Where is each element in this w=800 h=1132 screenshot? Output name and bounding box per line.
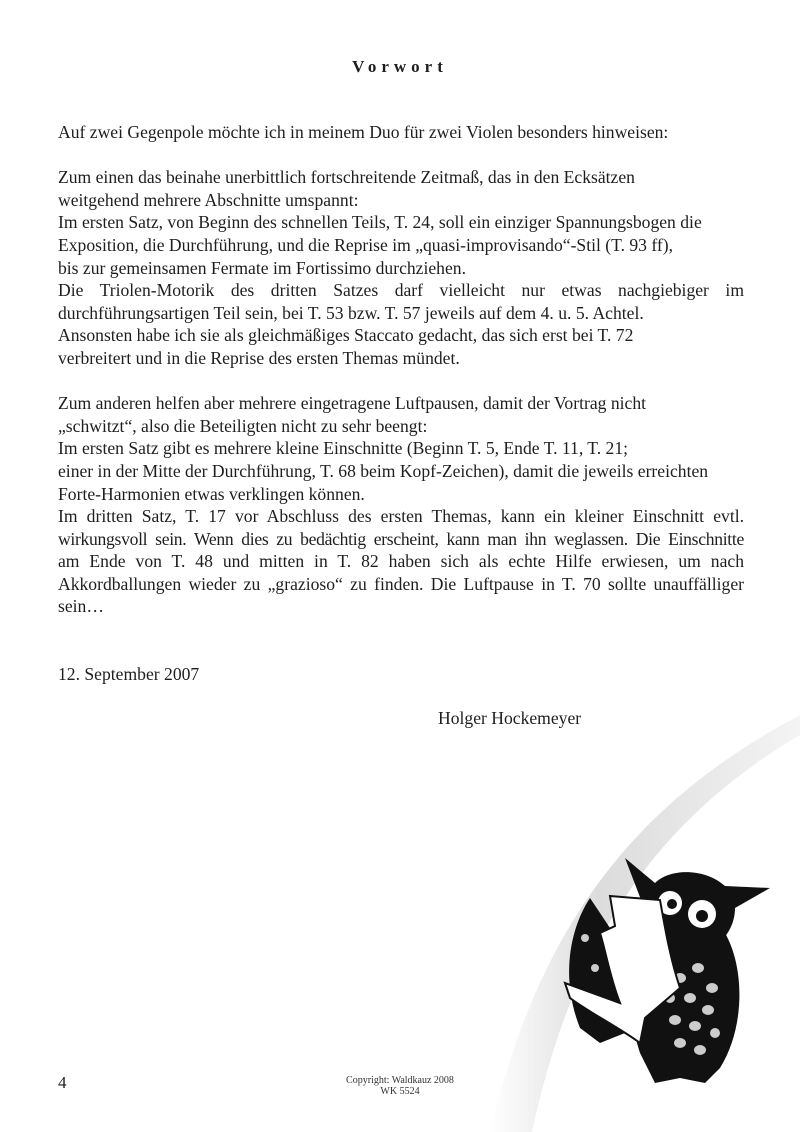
owl-holding-paper-icon: [530, 838, 790, 1088]
paragraph-tempo: [58, 166, 744, 369]
text-line: einer in der Mitte der Durchführung, T. 68 beim Kopf-Zeichen), damit die jeweils erreichten: [58, 460, 709, 481]
copyright-text: Copyright: Waldkauz 2008: [346, 1075, 454, 1086]
text-line: „schwitzt“, also die Beteiligten nicht zu sehr beengt:: [58, 415, 428, 436]
text-line: verbreitert und in die Reprise des ersten Themas mündet.: [58, 347, 460, 368]
text-line: am Ende von T. 48 und mitten in T. 82 haben sich als echte Hilfe erwiesen, um nach: [58, 551, 744, 572]
paragraph-breathing: [58, 392, 744, 618]
intro-paragraph: [58, 121, 744, 144]
text-line: bis zur gemeinsamen Fermate im Fortissimo durchziehen.: [58, 257, 466, 278]
date: 12. September 2007: [58, 664, 200, 684]
text-line: Zum einen das beinahe unerbittlich fortschreitende Zeitmaß, das in den Ecksätzen: [58, 167, 635, 188]
page-title: Vorwort: [352, 57, 448, 76]
text-line: wirkungsvoll sein. Wenn dies zu bedächtig erscheint, kann man ihn weglassen. Die Einschnitte: [58, 528, 744, 549]
text-line: Im ersten Satz, von Beginn des schnellen Teils, T. 24, soll ein einziger Spannungsbogen die: [58, 212, 702, 233]
text-line: Exposition, die Durchführung, und die Reprise im „quasi-improvisando“-Stil (T. 93 ff),: [58, 234, 674, 255]
text-line: Die Triolen-Motorik des dritten Satzes darf vielleicht nur etwas nachgiebiger im: [58, 280, 744, 301]
author-signature: Holger Hockemeyer: [438, 708, 582, 728]
text-line: weitgehend mehrere Abschnitte umspannt:: [58, 189, 359, 210]
page-number: 4: [58, 1073, 67, 1092]
copyright-notice: [300, 1075, 500, 1097]
text-line: Akkordballungen wieder zu „grazioso“ zu finden. Die Luftpause in T. 70 sollte unauffälliger: [58, 573, 744, 594]
text-line: Im dritten Satz, T. 17 vor Abschluss des ersten Themas, kann ein kleiner Einschnitt evtl.: [58, 506, 744, 527]
text-line: Auf zwei Gegenpole möchte ich in meinem Duo für zwei Violen besonders hinweisen:: [58, 122, 669, 142]
preface-body: [58, 121, 744, 641]
text-line: sein…: [58, 596, 104, 617]
text-line: durchführungsartigen Teil sein, bei T. 53 bzw. T. 57 jeweils auf dem 4. u. 5. Achtel.: [58, 302, 644, 323]
text-line: Zum anderen helfen aber mehrere eingetragene Luftpausen, damit der Vortrag nicht: [58, 393, 646, 414]
catalog-number: WK 5524: [380, 1086, 420, 1097]
text-line: Ansonsten habe ich sie als gleichmäßiges Staccato gedacht, das sich erst bei T. 72: [58, 325, 634, 346]
text-line: Forte-Harmonien etwas verklingen können.: [58, 483, 365, 504]
text-line: Im ersten Satz gibt es mehrere kleine Einschnitte (Beginn T. 5, Ende T. 11, T. 21;: [58, 438, 629, 459]
